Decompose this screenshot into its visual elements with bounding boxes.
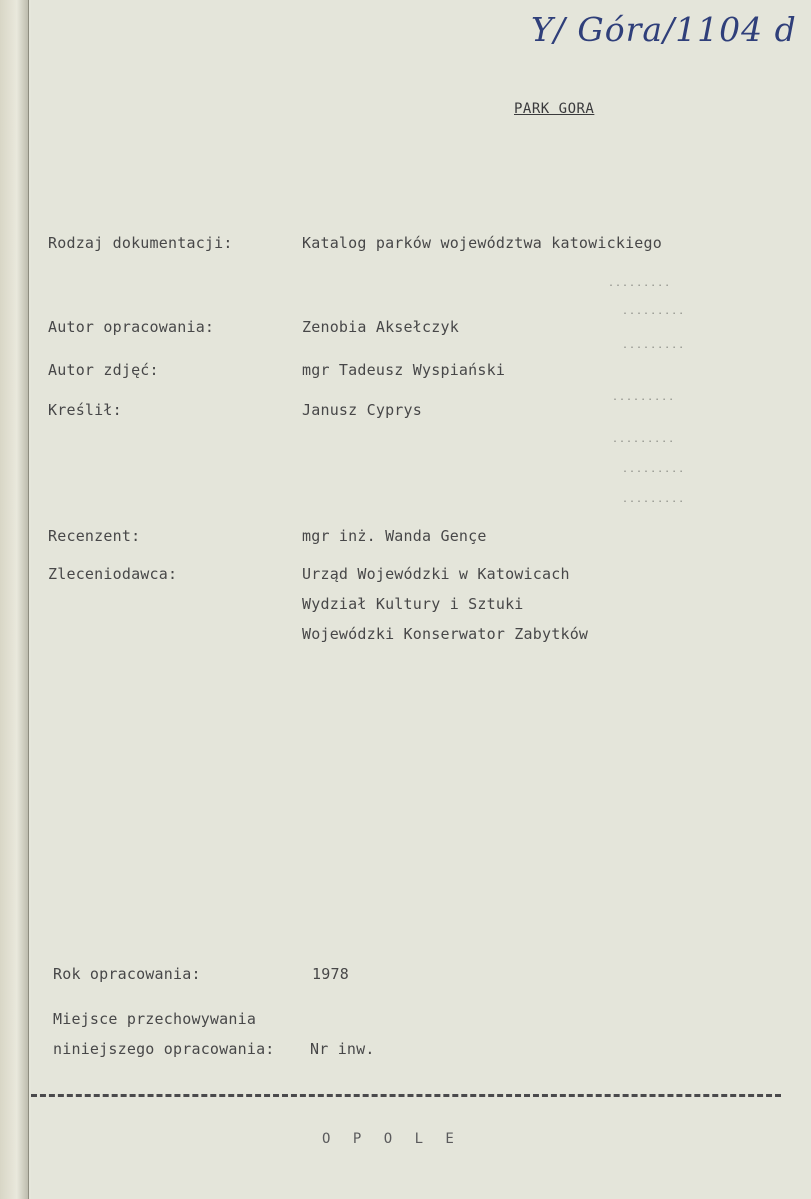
miejsce-value: Nr inw. [310, 1040, 375, 1058]
dotted-line: ......... [612, 434, 676, 445]
dotted-line: ......... [622, 494, 686, 505]
autor-zdjec-label: Autor zdjęć: [48, 361, 159, 379]
zleceniodawca-line: Wojewódzki Konserwator Zabytków [302, 625, 589, 643]
separator-rule [31, 1094, 781, 1097]
kreslil-value: Janusz Cyprys [302, 401, 422, 419]
binding-edge [0, 0, 29, 1199]
recenzent-label: Recenzent: [48, 527, 141, 545]
autor-opracowania-value: Zenobia Aksełczyk [302, 318, 459, 336]
zleceniodawca-line: Wydział Kultury i Sztuki [302, 595, 524, 613]
footer-city: O P O L E [322, 1131, 461, 1147]
dotted-line: ......... [608, 278, 672, 289]
dotted-line: ......... [622, 340, 686, 351]
zleceniodawca-line: Urząd Wojewódzki w Katowicach [302, 565, 570, 583]
recenzent-value: mgr inż. Wanda Gençe [302, 527, 487, 545]
rok-label: Rok opracowania: [53, 965, 201, 983]
dotted-line: ......... [612, 392, 676, 403]
zleceniodawca-label: Zleceniodawca: [48, 565, 178, 583]
dotted-line: ......... [622, 306, 686, 317]
rodzaj-value: Katalog parków województwa katowickiego [302, 234, 662, 252]
autor-zdjec-value: mgr Tadeusz Wyspiański [302, 361, 506, 379]
miejsce-label-line1: Miejsce przechowywania [53, 1010, 257, 1028]
rok-value: 1978 [312, 965, 349, 983]
document-title: PARK GORA [514, 101, 595, 117]
rodzaj-label: Rodzaj dokumentacji: [48, 234, 233, 252]
miejsce-label-line2: niniejszego opracowania: [53, 1040, 275, 1058]
kreslil-label: Kreślił: [48, 401, 122, 419]
handwritten-reference: Y/ Góra/1104 d [531, 10, 797, 49]
autor-opracowania-label: Autor opracowania: [48, 318, 215, 336]
dotted-line: ......... [622, 464, 686, 475]
